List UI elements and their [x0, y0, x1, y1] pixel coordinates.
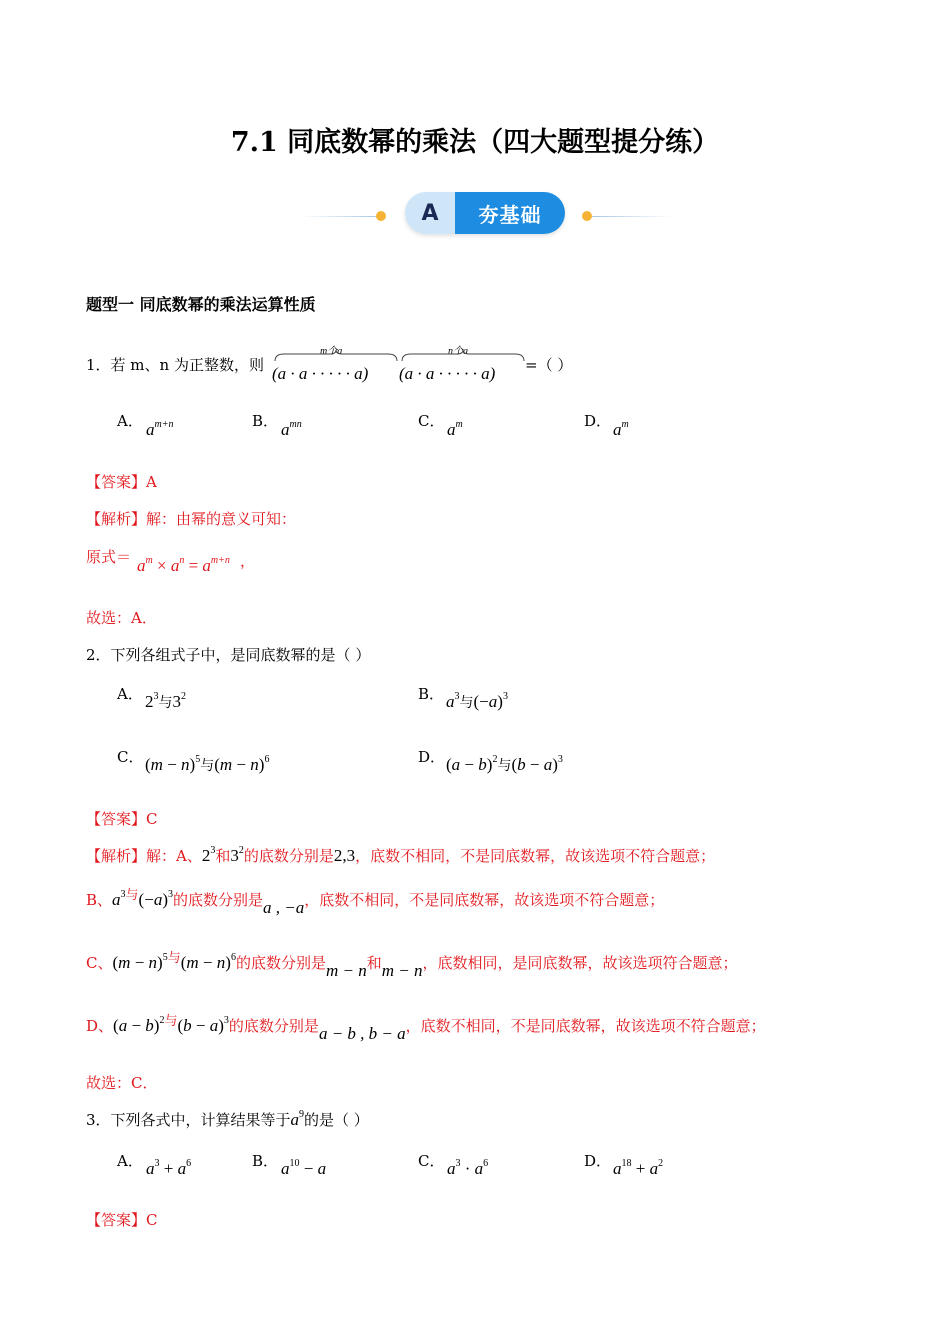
q3-option-d-label: D． [584, 1152, 612, 1170]
q1-conclusion: 故选：A． [86, 609, 157, 627]
q1-option-b: $a^{mn}$ [281, 419, 302, 439]
q1-stem: 1．若 m、n 为正整数，则 [86, 356, 264, 374]
q1-option-c: $a^m$ [447, 419, 463, 439]
q1-work-suffix: ， [240, 552, 256, 570]
q1-option-d-label: D． [584, 412, 612, 430]
q1-work-prefix: 原式＝ [86, 548, 132, 566]
q1-option-c-label: C． [418, 412, 445, 430]
badge-right-dot [582, 211, 592, 221]
q1-brace-right [401, 350, 525, 362]
q3-option-c: $a^3 \cdot a^6$ [447, 1158, 489, 1178]
q1-option-d: $a^m$ [613, 419, 629, 439]
badge-letter: A [405, 192, 455, 234]
q1-work-math: $a^m \times a^n = a^{m+n}$ [137, 555, 230, 575]
badge-right-line [592, 216, 672, 217]
q3-option-c-label: C． [418, 1152, 445, 1170]
badge-left-dot [376, 211, 386, 221]
q1-product-left: (a · a · · · · · a) [272, 364, 369, 383]
q3-option-d: $a^{18} + a^2$ [613, 1158, 664, 1178]
badge-text: 夯基础 [455, 192, 565, 234]
q1-option-a-label: A． [117, 412, 143, 430]
q1-eq-paren: =（ ） [525, 356, 573, 374]
q2-conclusion: 故选：C． [86, 1074, 158, 1092]
q2-option-b: $a^3$与$(-a)^3$ [446, 691, 508, 711]
q2-option-c-label: C． [117, 748, 144, 766]
q2-analysis-b: B、$a^3$与$(-a)^3$的底数分别是a , −a，底数不相同，不是同底数幂，故该选项不符合题意； [86, 888, 665, 917]
q2-analysis-d: D、$(a - b)^2$与$(b - a)^3$的底数分别是a − b , b − a，底数不相同，不是同底数幂，故该选项不符合题意； [86, 1014, 766, 1043]
q2-analysis-c: C、$(m - n)^5$与$(m - n)^6$的底数分别是m − n和m − n，底数相同，是同底数幂，故该选项符合题意； [86, 951, 738, 980]
q2-stem: 2．下列各组式子中，是同底数幂的是（ ） [86, 646, 371, 664]
q2-option-d: $(a - b)^2$与$(b - a)^3$ [446, 754, 563, 774]
q2-analysis-a: 【解析】解：A、$2^3$和$3^2$的底数分别是2,3，底数不相同，不是同底数幂，故该选项不符合题意； [86, 845, 716, 865]
q2-option-c: $(m - n)^5$与$(m - n)^6$ [145, 754, 270, 774]
badge-left-line [300, 216, 378, 217]
q2-option-b-label: B． [418, 685, 445, 703]
q2-answer: 【答案】C [86, 810, 158, 828]
q3-answer: 【答案】C [86, 1211, 158, 1229]
q1-brace-right-label: n个a [448, 346, 468, 357]
q1-product-right: (a · a · · · · · a) [399, 364, 496, 383]
q2-option-d-label: D． [418, 748, 446, 766]
section-badge [405, 192, 565, 234]
q3-option-b: $a^{10} - a$ [281, 1158, 327, 1178]
q1-analysis: 【解析】解：由幂的意义可知： [86, 510, 297, 528]
page-title: 7.1 同底数幂的乘法（四大题型提分练） [230, 127, 720, 158]
q1-answer: 【答案】A [86, 473, 157, 491]
q1-option-b-label: B． [252, 412, 279, 430]
section-heading: 题型一 同底数幂的乘法运算性质 [86, 295, 316, 314]
q1-brace-left [274, 350, 398, 362]
q3-option-a: $a^3 + a^6$ [146, 1158, 192, 1178]
q2-option-a-label: A． [117, 685, 143, 703]
q2-option-a: $2^3$与$3^2$ [145, 691, 186, 711]
q1-brace-left-label: m个a [320, 346, 343, 357]
q1-option-a: $a^{m+n}$ [146, 419, 174, 439]
q3-stem: 3．下列各式中，计算结果等于$a^9$的是（ ） [86, 1109, 369, 1129]
q3-option-b-label: B． [252, 1152, 279, 1170]
q3-option-a-label: A． [117, 1152, 143, 1170]
